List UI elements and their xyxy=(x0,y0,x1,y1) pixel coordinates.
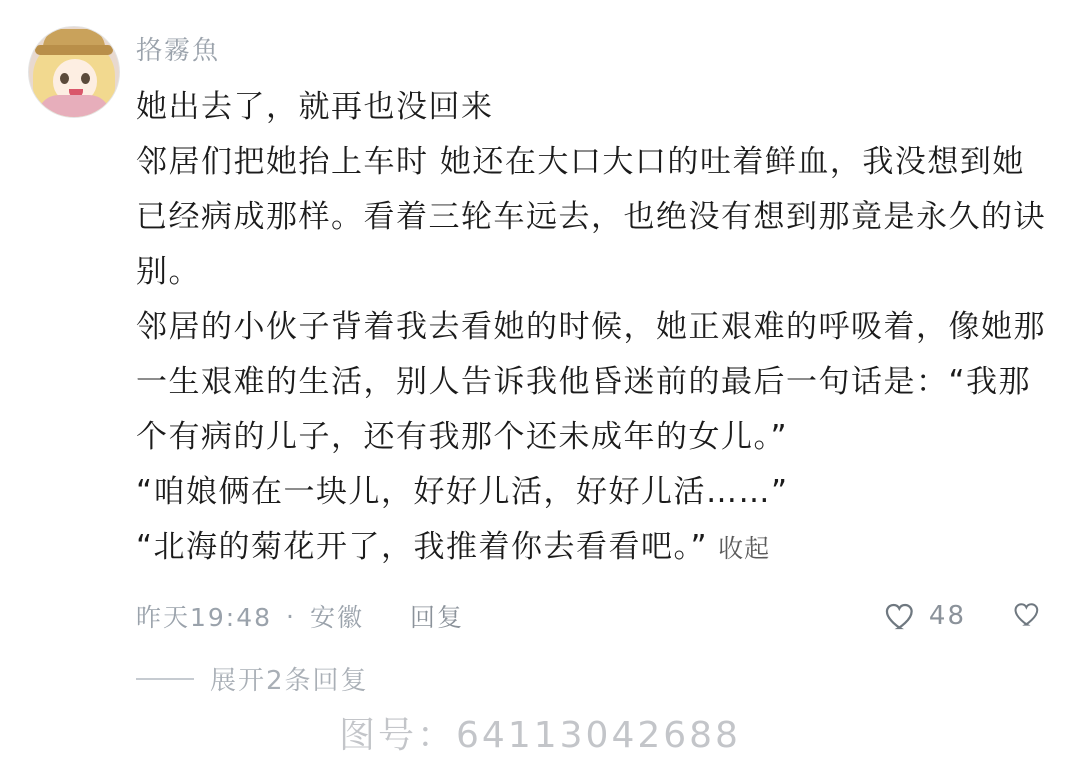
avatar-hat-brim xyxy=(35,45,113,55)
avatar-column xyxy=(28,22,136,772)
reply-button[interactable]: 回复 xyxy=(410,603,465,632)
like-group xyxy=(883,599,1052,633)
avatar[interactable] xyxy=(28,26,120,118)
username[interactable]: 挌霧魚 xyxy=(136,36,221,66)
comment-location: 安徽 xyxy=(310,603,365,632)
like-count: 48 xyxy=(928,601,966,631)
comment-meta xyxy=(136,598,1052,634)
expand-replies-button[interactable] xyxy=(136,660,1052,697)
comment-paragraph: 邻居们把她抬上车时 她还在大口大口的吐着鲜血，我没想到她已经病成那样。看着三轮车远去，也绝没有想到那竟是永久的诀别。 xyxy=(136,144,1046,290)
comment-paragraph: 她出去了，就再也没回来 xyxy=(136,89,494,125)
expand-dash xyxy=(136,678,194,680)
heart-outline-icon[interactable] xyxy=(883,599,917,633)
watermark: 图号：64113042688 xyxy=(339,715,741,756)
heart-outline-small-icon[interactable] xyxy=(1012,599,1046,633)
avatar-dress xyxy=(37,95,111,117)
comment-paragraph: “北海的菊花开了，我推着你去看看吧。” xyxy=(136,529,709,565)
comment-paragraph: “咱娘俩在一块儿，好好儿活，好好儿活……” xyxy=(136,474,789,510)
avatar-eye-left xyxy=(60,73,69,84)
comment-timestamp: 昨天19:48 xyxy=(136,603,273,632)
expand-replies-label: 展开2条回复 xyxy=(210,666,369,696)
comment-text xyxy=(136,80,1052,576)
avatar-eye-right xyxy=(81,73,90,84)
comment-paragraph: 邻居的小伙子背着我去看她的时候，她正艰难的呼吸着，像她那一生艰难的生活，别人告诉我他昏迷前的最后一句话是：“我那个有病的儿子，还有我那个还未成年的女儿。” xyxy=(136,309,1046,455)
collapse-button[interactable]: 收起 xyxy=(718,534,771,563)
meta-separator: · xyxy=(286,601,296,631)
comment-paragraph-last xyxy=(136,520,1052,576)
comment-body xyxy=(136,22,1052,772)
